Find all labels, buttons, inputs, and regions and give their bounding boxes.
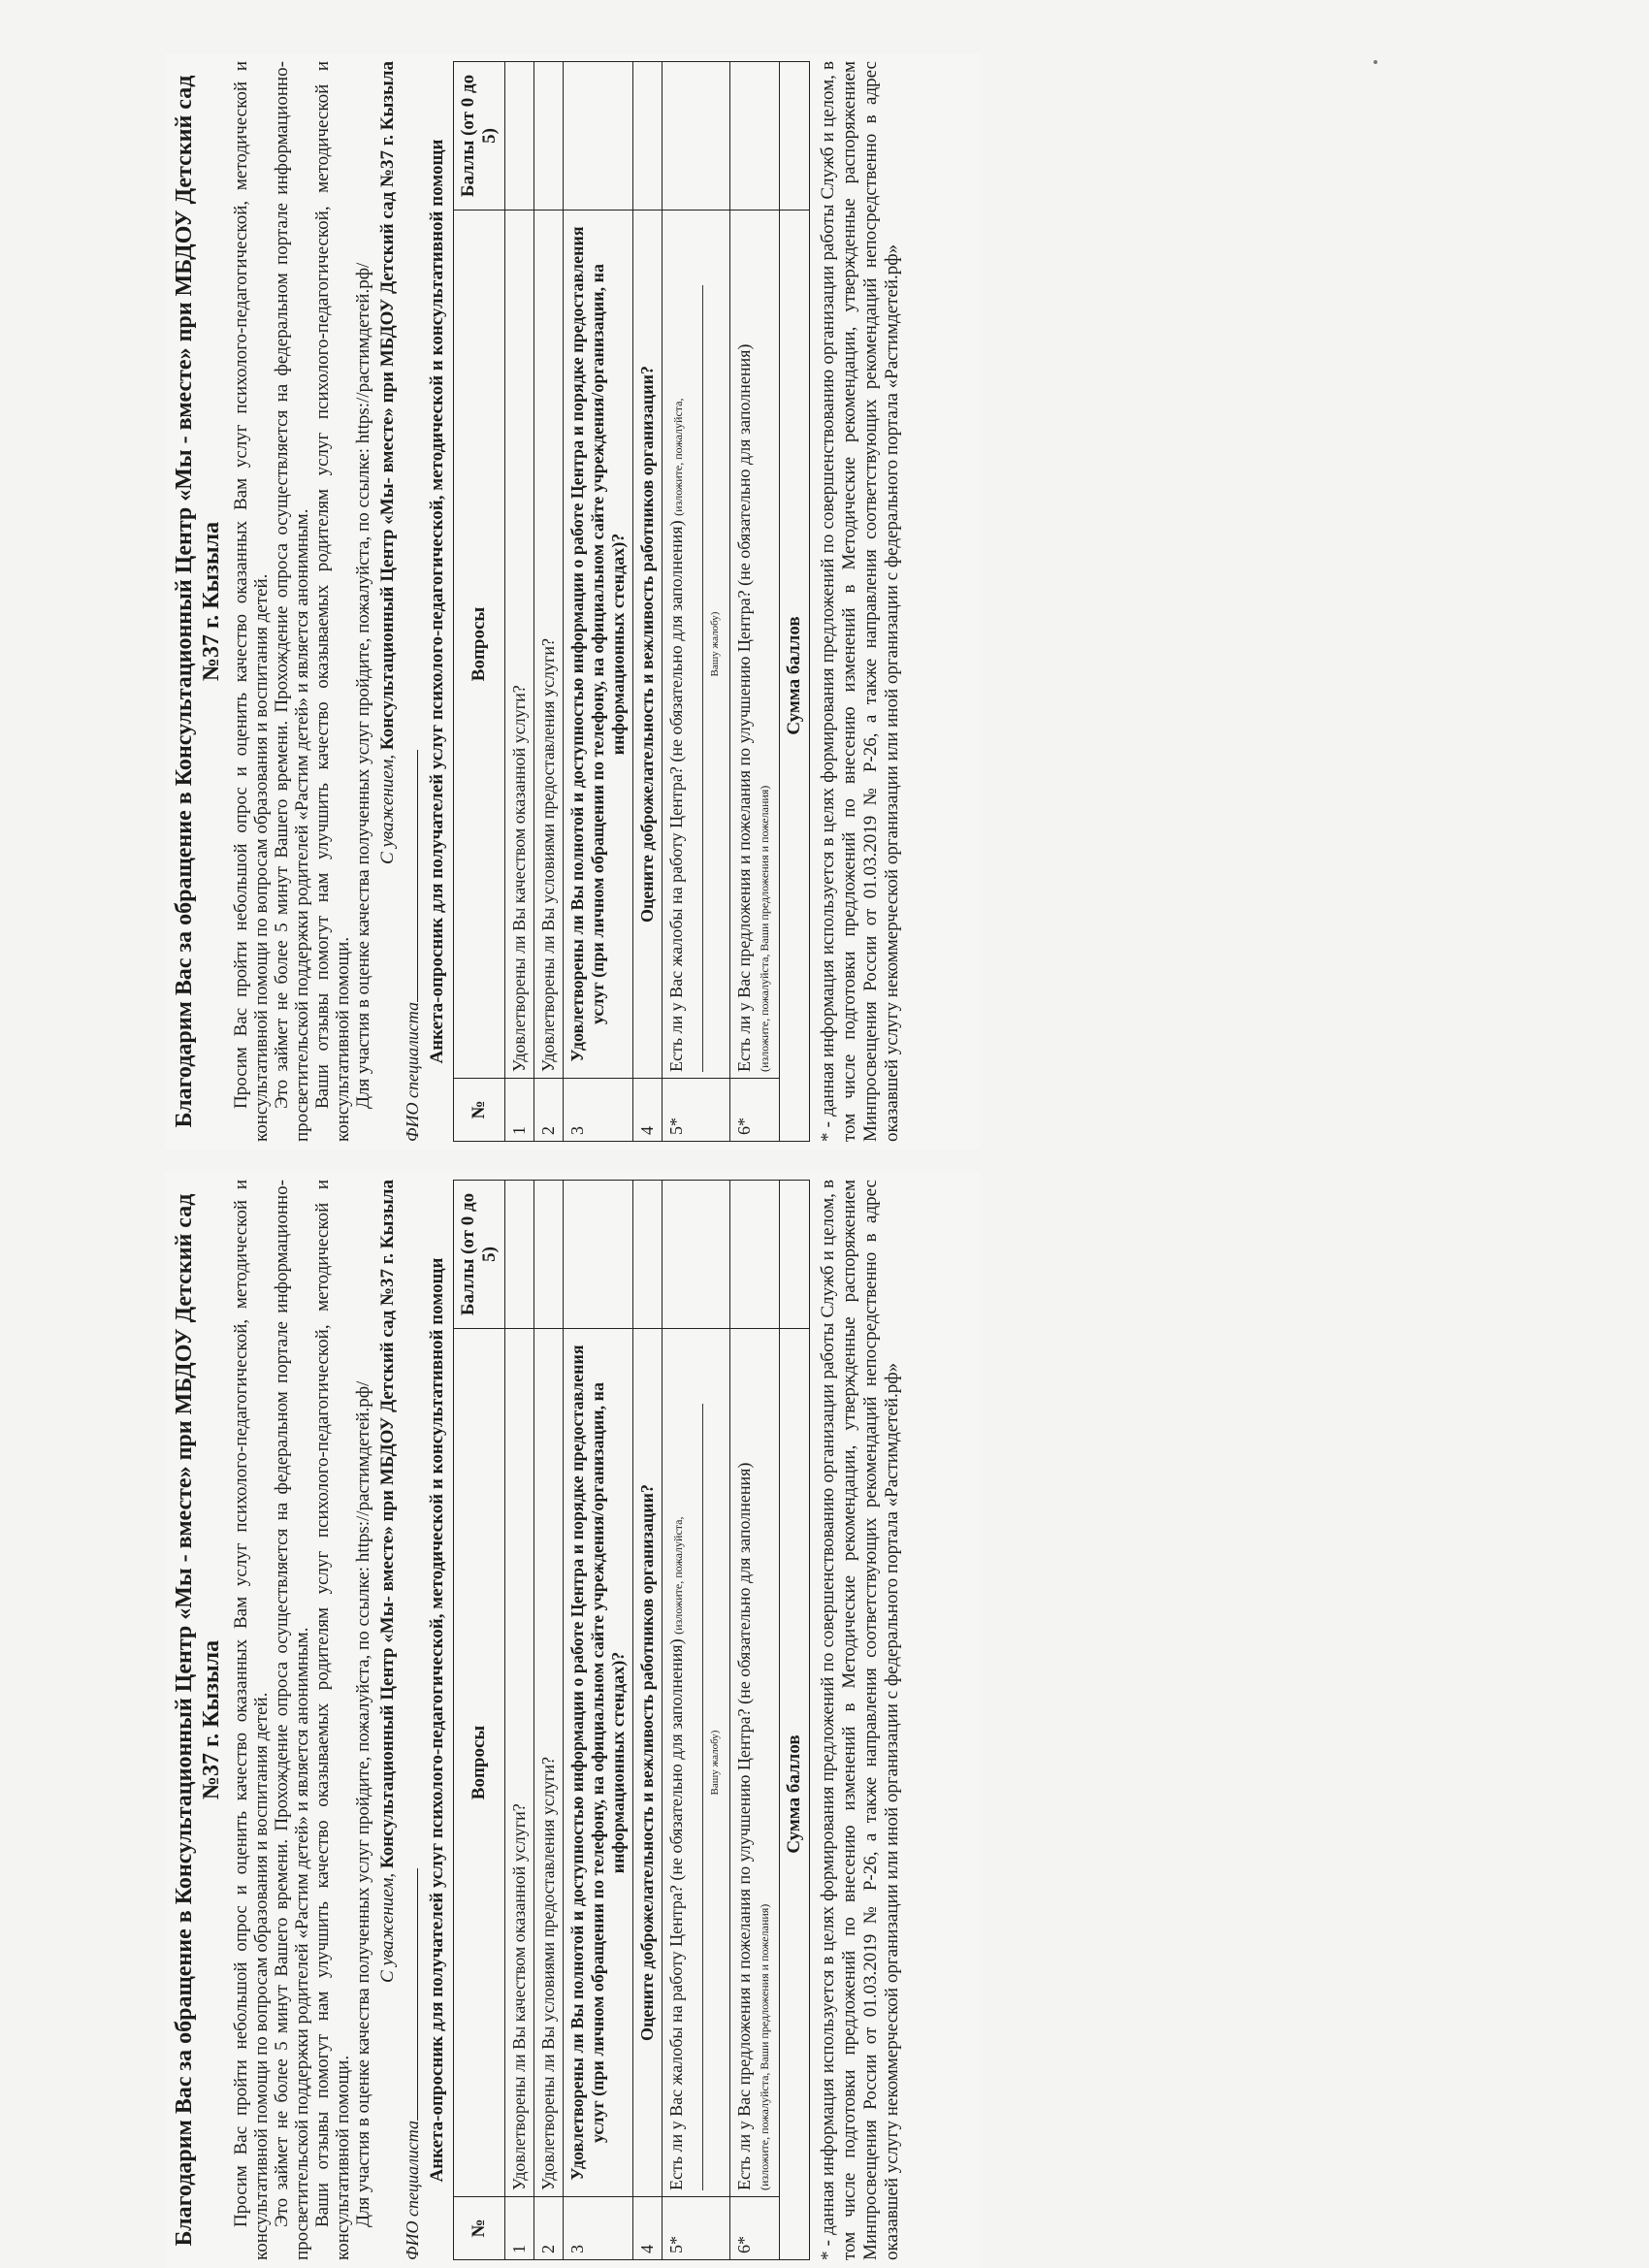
table-row — [505, 1181, 534, 2260]
intro-paragraph-2: Это займет не более 5 минут Вашего времени. Прохождение опроса осуществляется на федеральном портале информационно-просветительской поддержки родителей «Растим детей» и является анонимным. — [272, 1180, 312, 2260]
row-num: 2 — [534, 2197, 564, 2260]
signature-greeting: С уважением, — [377, 754, 398, 864]
score-cell[interactable] — [534, 1181, 564, 1329]
intro-paragraph-1: Просим Вас пройти небольшой опрос и оценить качество оказанных Вам услуг психолого-педагогической, методической и консультативной помощи по вопросам образования и воспитания детей. — [231, 1180, 272, 2260]
complaints-answer-line[interactable] — [702, 1404, 703, 2190]
intro-paragraph-2: Это займет не более 5 минут Вашего времени. Прохождение опроса осуществляется на федеральном портале информационно-просветительской поддержки родителей «Растим детей» и является анонимным. — [272, 61, 312, 1142]
suggestions-hint: (изложите, пожалуйста, Ваши предложения и пожелания) — [758, 1903, 771, 2190]
specialist-name-line[interactable] — [417, 750, 418, 1002]
table-header-row — [454, 1181, 505, 2260]
intro-paragraph-4: Для участия в оценке качества полученных услуг пройдите, пожалуйста, по ссылке: https://растимдетей.рф/ — [353, 262, 373, 1109]
score-cell — [663, 62, 730, 211]
row-question: Оцените доброжелательность и вежливость работников организации? — [633, 1329, 663, 2197]
row-question: Удовлетворены ли Вы качеством оказанной услуги? — [505, 211, 534, 1079]
row-num: 3 — [564, 2197, 633, 2260]
form-copy-top — [165, 53, 980, 1150]
table-row — [663, 62, 730, 1142]
header-score: Баллы (от 0 до 5) — [454, 1181, 505, 1329]
survey-title: Анкета-опросник для получателей услуг психолого-педагогической, методической и консультативной помощи — [427, 1257, 447, 2183]
complaints-hint: (изложите, пожалуйста, — [671, 1516, 685, 1635]
signature-greeting: С уважением, — [377, 1872, 398, 1983]
intro-text — [231, 61, 373, 1142]
footnote: * - данная информация используется в целях формирования предложений по совершенствованию организации работы Служб и целом, в том числе подготовки предложений по внесению изменений в Методические рекомендации, утвержденные распоряжением Минпросвещения России от 01.03.2019 № Р-26, а также направления соответствующих рекомендаций непосредственно в адрес оказавшей услугу некоммерческой организации или иной организации с федерального портала «Растимдетей.рф» — [818, 61, 902, 1142]
specialist-name-label: ФИО специалиста — [403, 1001, 422, 1142]
thanks-title: Благодарим Вас за обращение в Консультационный Центр «Мы - вместе» при МБДОУ Детский сад №37 г. Кызыла — [172, 75, 224, 1128]
score-cell — [663, 1181, 730, 1329]
form-copy-bottom — [165, 1172, 980, 2268]
row-num: 5* — [663, 1079, 730, 1142]
score-cell — [730, 1181, 780, 1329]
row-num: 2 — [534, 1079, 564, 1142]
table-row — [730, 1181, 780, 2260]
sum-cell[interactable] — [780, 62, 810, 211]
survey-table — [453, 1180, 810, 2260]
header-questions: Вопросы — [454, 1329, 505, 2197]
complaints-caption: Вашу жалобу) — [709, 611, 721, 677]
sum-row — [780, 62, 810, 1142]
specialist-name-field[interactable] — [403, 1180, 423, 2260]
row-question: Удовлетворены ли Вы качеством оказанной услуги? — [505, 1329, 534, 2197]
score-cell[interactable] — [564, 1181, 633, 1329]
row-question-suggestions[interactable] — [730, 1329, 780, 2197]
row-num: 6* — [730, 2197, 780, 2260]
complaints-caption: Вашу жалобу) — [709, 1730, 721, 1796]
row-num: 5* — [663, 2197, 730, 2260]
score-cell[interactable] — [633, 1181, 663, 1329]
table-row — [633, 62, 663, 1142]
row-num: 4 — [633, 2197, 663, 2260]
complaints-answer-line[interactable] — [702, 285, 703, 1072]
complaints-question: Есть ли у Вас жалобы на работу Центра? (не обязательно для заполнения) — [666, 520, 686, 1072]
signature-org: Консультационный Центр «Мы- вместе» при МБДОУ Детский сад №37 г. Кызыла — [377, 1180, 398, 1869]
specialist-name-label: ФИО специалиста — [403, 2120, 422, 2260]
signature — [377, 1180, 399, 2260]
intro-text — [231, 1180, 373, 2260]
row-num: 1 — [505, 2197, 534, 2260]
specialist-name-line[interactable] — [417, 1868, 418, 2121]
row-num: 6* — [730, 1079, 780, 1142]
signature-org: Консультационный Центр «Мы- вместе» при МБДОУ Детский сад №37 г. Кызыла — [377, 61, 398, 751]
table-row — [633, 1181, 663, 2260]
sum-label: Сумма баллов — [780, 1329, 810, 2260]
intro-paragraph-3: Ваши отзывы помогут нам улучшить качество оказываемых родителям услуг психолого-педагогической, методической и консультативной помощи. — [312, 61, 353, 1142]
specialist-name-field[interactable] — [403, 61, 423, 1142]
row-question: Удовлетворены ли Вы полнотой и доступностью информации о работе Центра и порядке предоставления услуг (при личном обращении по телефону, на официальном сайте учреждения/организации, на информационных стендах)? — [564, 1329, 633, 2197]
header-num: № — [454, 1079, 505, 1142]
row-question: Удовлетворены ли Вы условиями предоставления услуги? — [534, 211, 564, 1079]
table-row — [663, 1181, 730, 2260]
header-score: Баллы (от 0 до 5) — [454, 62, 505, 211]
table-row — [564, 62, 633, 1142]
survey-title: Анкета-опросник для получателей услуг психолого-педагогической, методической и консультативной помощи — [427, 139, 447, 1064]
score-cell[interactable] — [534, 62, 564, 211]
row-question-suggestions[interactable] — [730, 211, 780, 1079]
intro-paragraph-3: Ваши отзывы помогут нам улучшить качество оказываемых родителям услуг психолого-педагогической, методической и консультативной помощи. — [312, 1180, 353, 2260]
suggestions-question: Есть ли у Вас предложения и пожелания по улучшению Центра? (не обязательно для заполнения) — [734, 343, 754, 1072]
score-cell[interactable] — [633, 62, 663, 211]
row-num: 3 — [564, 1079, 633, 1142]
survey-table — [453, 61, 810, 1142]
table-row — [534, 1181, 564, 2260]
intro-paragraph-1: Просим Вас пройти небольшой опрос и оценить качество оказанных Вам услуг психолого-педагогической, методической и консультативной помощи по вопросам образования и воспитания детей. — [231, 61, 272, 1142]
row-question-complaints[interactable] — [663, 211, 730, 1079]
table-row — [564, 1181, 633, 2260]
sum-cell[interactable] — [780, 1181, 810, 1329]
row-question: Удовлетворены ли Вы условиями предоставления услуги? — [534, 1329, 564, 2197]
sum-label: Сумма баллов — [780, 211, 810, 1142]
score-cell[interactable] — [564, 62, 633, 211]
intro-paragraph-4: Для участия в оценке качества полученных услуг пройдите, пожалуйста, по ссылке: https://растимдетей.рф/ — [353, 1380, 373, 2227]
row-question: Оцените доброжелательность и вежливость работников организации? — [633, 211, 663, 1079]
score-cell — [730, 62, 780, 211]
sum-row — [780, 1181, 810, 2260]
row-num: 1 — [505, 1079, 534, 1142]
header-num: № — [454, 2197, 505, 2260]
score-cell[interactable] — [505, 1181, 534, 1329]
row-question: Удовлетворены ли Вы полнотой и доступностью информации о работе Центра и порядке предоставления услуг (при личном обращении по телефону, на официальном сайте учреждения/организации, на информационных стендах)? — [564, 211, 633, 1079]
suggestions-question: Есть ли у Вас предложения и пожелания по улучшению Центра? (не обязательно для заполнения) — [734, 1462, 754, 2190]
table-header-row — [454, 62, 505, 1142]
table-row — [505, 62, 534, 1142]
complaints-question: Есть ли у Вас жалобы на работу Центра? (не обязательно для заполнения) — [666, 1638, 686, 2190]
signature — [377, 61, 399, 1142]
table-row — [730, 62, 780, 1142]
row-num: 4 — [633, 1079, 663, 1142]
row-question-complaints[interactable] — [663, 1329, 730, 2197]
footnote: * - данная информация используется в целях формирования предложений по совершенствованию организации работы Служб и целом, в том числе подготовки предложений по внесению изменений в Методические рекомендации, утвержденные распоряжением Минпросвещения России от 01.03.2019 № Р-26, а также направления соответствующих рекомендаций непосредственно в адрес оказавшей услугу некоммерческой организации или иной организации с федерального портала «Растимдетей.рф» — [818, 1180, 902, 2260]
header-questions: Вопросы — [454, 211, 505, 1079]
suggestions-hint: (изложите, пожалуйста, Ваши предложения и пожелания) — [758, 785, 771, 1072]
thanks-title: Благодарим Вас за обращение в Консультационный Центр «Мы - вместе» при МБДОУ Детский сад №37 г. Кызыла — [172, 1193, 224, 2247]
complaints-hint: (изложите, пожалуйста, — [671, 398, 685, 516]
table-row — [534, 62, 564, 1142]
score-cell[interactable] — [505, 62, 534, 211]
